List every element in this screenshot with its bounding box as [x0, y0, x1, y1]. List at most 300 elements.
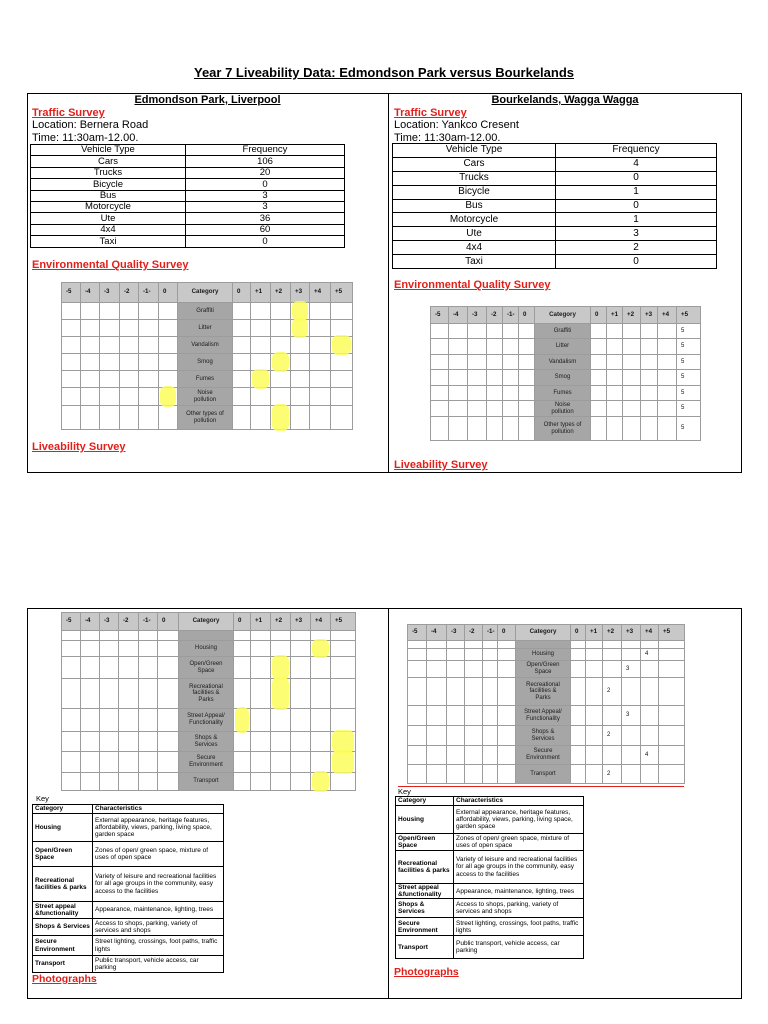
- grid-cell: [251, 709, 271, 732]
- grid-row-smog: [62, 354, 353, 371]
- grid-cell: [468, 370, 487, 386]
- grid-cell: [571, 746, 586, 765]
- scale-header: -2: [120, 283, 139, 303]
- grid-row-litter: [431, 339, 701, 355]
- grid-cell: [465, 641, 483, 649]
- grid-cell: [311, 641, 331, 657]
- grid-cell: [607, 401, 623, 417]
- key-category: Secure Environment: [396, 918, 454, 936]
- grid-cell: [234, 773, 251, 791]
- score-value-cell: 2: [603, 678, 622, 706]
- grid-row-noise-pollution: [62, 388, 353, 406]
- grid-cell: [487, 339, 503, 355]
- grid-cell: [158, 657, 179, 679]
- grid-cell: [487, 386, 503, 401]
- key-label: Key: [36, 794, 49, 803]
- grid-cell: [449, 401, 468, 417]
- grid-cell: [271, 773, 291, 791]
- grid-cell: [468, 417, 487, 441]
- grid-cell: [571, 706, 586, 726]
- grid-cell: [81, 371, 100, 388]
- category-label: Housing: [516, 649, 571, 661]
- score-value-cell: 4: [641, 746, 659, 765]
- liveability-survey-label: Liveability Survey: [32, 441, 126, 453]
- grid-cell: [571, 641, 586, 649]
- key-characteristics: Variety of leisure and recreational facilities for all age groups in the community, easy access to the facilities: [93, 867, 224, 902]
- highlighter-mark: [312, 771, 329, 792]
- scale-header: -3: [100, 283, 120, 303]
- frequency-cell: 4: [556, 157, 717, 171]
- key-row-recreational-facilities-parks: [396, 851, 584, 884]
- scale-header: -4: [427, 625, 447, 641]
- traffic-row-bicycle: [393, 185, 717, 199]
- scale-header: +5: [331, 283, 353, 303]
- key-row-housing: [33, 814, 224, 842]
- grid-cell: [487, 417, 503, 441]
- category-label: Graffiti: [535, 324, 591, 339]
- grid-cell: [483, 706, 498, 726]
- grid-cell: [449, 355, 468, 370]
- scale-header: 0: [591, 307, 607, 324]
- grid-cell: [233, 371, 251, 388]
- grid-cell: [234, 657, 251, 679]
- grid-cell: [234, 679, 251, 709]
- traffic-row-bus: [393, 199, 717, 213]
- grid-cell: [271, 679, 291, 709]
- grid-row-noise-pollution: [431, 401, 701, 417]
- frequency-header: Frequency: [186, 145, 345, 156]
- key-category: Street appeal &functionality: [396, 884, 454, 899]
- category-label: Graffiti: [178, 303, 233, 320]
- vehicle-type-cell: Bicycle: [31, 179, 186, 190]
- key-characteristics: External appearance, heritage features, affordability, views, parking, living space, garden space: [93, 814, 224, 842]
- category-label: Noise pollution: [535, 401, 591, 417]
- grid-cell: [641, 324, 658, 339]
- grid-cell: [331, 354, 353, 371]
- key-characteristics: External appearance, heritage features, affordability, views, parking, living space, garden space: [454, 806, 584, 834]
- grid-cell: [468, 339, 487, 355]
- traffic-row-4x4: [31, 224, 345, 235]
- key-characteristics: Zones of open/ green space, mixture of uses of open space: [454, 834, 584, 851]
- traffic-location: Location: Yankco Cresent: [394, 119, 519, 131]
- key-category: Street appeal &functionality: [33, 902, 93, 919]
- grid-cell: [139, 752, 158, 773]
- grid-cell: [119, 752, 139, 773]
- scale-header: +5: [677, 307, 701, 324]
- frequency-cell: 0: [186, 179, 345, 190]
- grid-cell: [408, 649, 427, 661]
- grid-cell: [503, 355, 519, 370]
- grid-row-smog: [431, 370, 701, 386]
- scale-header: -1-: [139, 283, 159, 303]
- grid-cell: [139, 773, 158, 791]
- grid-cell: [81, 641, 100, 657]
- grid-cell: [159, 320, 178, 337]
- grid-cell: [487, 370, 503, 386]
- grid-cell: [233, 354, 251, 371]
- score-value-cell: 5: [677, 417, 701, 441]
- traffic-header-row: [31, 145, 345, 156]
- scale-header: 0: [234, 613, 251, 631]
- key-row-transport: [396, 936, 584, 959]
- grid-row-transport: [408, 765, 685, 784]
- grid-cell: [447, 765, 465, 784]
- traffic-row-motorcycle: [393, 213, 717, 227]
- scale-header: +4: [641, 625, 659, 641]
- grid-cell: [251, 657, 271, 679]
- grid-cell: [483, 641, 498, 649]
- grid-cell: [586, 661, 603, 678]
- scale-header: 0: [498, 625, 516, 641]
- grid-cell: [62, 388, 81, 406]
- grid-cell: [62, 320, 81, 337]
- key-category: Housing: [33, 814, 93, 842]
- category-header: Category: [178, 283, 233, 303]
- category-label: Other types of pollution: [535, 417, 591, 441]
- frequency-cell: 3: [186, 190, 345, 201]
- grid-cell: [659, 641, 685, 649]
- liveability-grid: [61, 612, 356, 791]
- grid-cell: [291, 388, 310, 406]
- scale-header: +5: [659, 625, 685, 641]
- grid-cell: [120, 388, 139, 406]
- grid-cell: [81, 354, 100, 371]
- grid-spacer-row: [408, 641, 685, 649]
- grid-cell: [311, 679, 331, 709]
- scale-header: -2: [465, 625, 483, 641]
- key-category: Housing: [396, 806, 454, 834]
- frequency-cell: 0: [556, 171, 717, 185]
- grid-cell: [641, 765, 659, 784]
- grid-cell: [81, 320, 100, 337]
- key-category: Transport: [33, 956, 93, 973]
- traffic-time: Time: 11:30am-12.00.: [394, 132, 501, 144]
- key-row-transport: [33, 956, 224, 973]
- grid-cell: [447, 649, 465, 661]
- grid-cell: [483, 746, 498, 765]
- traffic-header-row: [393, 144, 717, 158]
- grid-cell: [641, 339, 658, 355]
- grid-cell: [311, 732, 331, 752]
- grid-cell: [431, 417, 449, 441]
- grid-cell: [139, 337, 159, 354]
- grid-cell: [498, 706, 516, 726]
- scale-header: -4: [81, 283, 100, 303]
- grid-cell: [641, 355, 658, 370]
- score-value-cell: 5: [677, 324, 701, 339]
- grid-cell: [427, 746, 447, 765]
- grid-row-other-types-of-pollution: [431, 417, 701, 441]
- grid-cell: [331, 631, 356, 641]
- grid-cell: [233, 388, 251, 406]
- grid-cell: [119, 773, 139, 791]
- grid-cell: [603, 746, 622, 765]
- key-category: Transport: [396, 936, 454, 959]
- grid-cell: [81, 388, 100, 406]
- grid-cell: [159, 337, 178, 354]
- grid-cell: [271, 641, 291, 657]
- grid-cell: [62, 657, 81, 679]
- grid-cell: [331, 752, 356, 773]
- grid-header-row: [62, 283, 353, 303]
- traffic-table: [30, 144, 345, 248]
- grid-cell: [234, 752, 251, 773]
- category-label: Other types of pollution: [178, 406, 233, 430]
- vehicle-type-cell: Motorcycle: [31, 201, 186, 212]
- scale-header: +1: [251, 283, 271, 303]
- grid-cell: [659, 765, 685, 784]
- grid-cell: [100, 709, 119, 732]
- grid-cell: [607, 324, 623, 339]
- category-label: Fumes: [535, 386, 591, 401]
- grid-cell: [503, 386, 519, 401]
- scale-header: +4: [310, 283, 331, 303]
- grid-cell: [503, 401, 519, 417]
- grid-cell: [659, 746, 685, 765]
- category-label: Street Appeal/ Functionality: [179, 709, 234, 732]
- grid-cell: [310, 371, 331, 388]
- grid-cell: [139, 679, 158, 709]
- key-characteristics: Street lighting, crossings, foot paths, traffic lights: [93, 936, 224, 956]
- vehicle-type-cell: Bus: [393, 199, 556, 213]
- grid-cell: [658, 324, 677, 339]
- grid-cell: [658, 401, 677, 417]
- category-label: Secure Environment: [179, 752, 234, 773]
- traffic-row-ute: [31, 213, 345, 224]
- grid-cell: [622, 678, 641, 706]
- grid-cell: [586, 706, 603, 726]
- grid-cell: [311, 752, 331, 773]
- grid-cell: [139, 657, 158, 679]
- traffic-row-taxi: [393, 255, 717, 269]
- grid-cell: [158, 631, 179, 641]
- grid-row-open-green-space: [408, 661, 685, 678]
- grid-row-shops-services: [62, 732, 356, 752]
- grid-spacer-row: [62, 631, 356, 641]
- grid-cell: [447, 678, 465, 706]
- grid-cell: [100, 641, 119, 657]
- grid-cell: [447, 746, 465, 765]
- category-header: Category: [179, 613, 234, 631]
- grid-cell: [468, 386, 487, 401]
- grid-cell: [251, 732, 271, 752]
- key-characteristics: Public transport, vehicle access, car parking: [93, 956, 224, 973]
- key-characteristics: Variety of leisure and recreational facilities for all age groups in the community, easy access to the facilities: [454, 851, 584, 884]
- grid-cell: [586, 726, 603, 746]
- grid-cell: [641, 726, 659, 746]
- grid-cell: [291, 631, 311, 641]
- grid-row-graffiti: [62, 303, 353, 320]
- grid-cell: [310, 354, 331, 371]
- scale-header: -2: [119, 613, 139, 631]
- grid-cell: [331, 406, 353, 430]
- grid-cell: [591, 370, 607, 386]
- category-label: Street Appeal/ Functionality: [516, 706, 571, 726]
- grid-cell: [427, 641, 447, 649]
- grid-cell: [100, 371, 120, 388]
- grid-cell: [449, 417, 468, 441]
- traffic-row-trucks: [393, 171, 717, 185]
- left-column-heading: Edmondson Park, Liverpool: [134, 94, 281, 106]
- grid-row-fumes: [62, 371, 353, 388]
- grid-cell: [519, 417, 535, 441]
- grid-cell: [139, 371, 159, 388]
- red-divider-line: [398, 786, 684, 787]
- grid-cell: [623, 370, 641, 386]
- grid-cell: [571, 661, 586, 678]
- vehicle-type-cell: Taxi: [31, 236, 186, 247]
- grid-cell: [607, 339, 623, 355]
- scale-header: 0: [159, 283, 178, 303]
- grid-cell: [586, 641, 603, 649]
- category-label: Smog: [535, 370, 591, 386]
- right-column-heading: Bourkelands, Wagga Wagga: [491, 94, 639, 106]
- grid-cell: [622, 641, 641, 649]
- grid-cell: [120, 303, 139, 320]
- grid-cell: [658, 339, 677, 355]
- grid-cell: [291, 354, 310, 371]
- grid-cell: [291, 679, 311, 709]
- grid-cell: [81, 773, 100, 791]
- score-value-cell: 5: [677, 339, 701, 355]
- traffic-row-bus: [31, 190, 345, 201]
- vehicle-type-header: Vehicle Type: [393, 144, 556, 158]
- grid-cell: [623, 324, 641, 339]
- grid-cell: [158, 641, 179, 657]
- grid-cell: [427, 678, 447, 706]
- grid-cell: [233, 303, 251, 320]
- grid-cell: [81, 406, 100, 430]
- vehicle-type-cell: Bus: [31, 190, 186, 201]
- grid-cell: [139, 303, 159, 320]
- category-label: Noise pollution: [178, 388, 233, 406]
- environmental-survey-label: Environmental Quality Survey: [32, 259, 189, 271]
- vehicle-type-cell: Bicycle: [393, 185, 556, 199]
- grid-cell: [641, 401, 658, 417]
- liveability-survey-label: Liveability Survey: [394, 459, 488, 471]
- scale-header: +3: [291, 613, 311, 631]
- liveability-grid: [407, 624, 685, 784]
- category-label: Housing: [179, 641, 234, 657]
- key-header-row: [396, 797, 584, 806]
- grid-row-housing: [408, 649, 685, 661]
- grid-row-graffiti: [431, 324, 701, 339]
- grid-cell: [603, 641, 622, 649]
- grid-cell: [100, 732, 119, 752]
- traffic-row-bicycle: [31, 179, 345, 190]
- grid-cell: [139, 641, 158, 657]
- grid-header-row: [408, 625, 685, 641]
- grid-cell: [331, 388, 353, 406]
- grid-cell: [100, 388, 120, 406]
- characteristics-header: Characteristics: [454, 797, 584, 806]
- grid-cell: [498, 641, 516, 649]
- grid-cell: [447, 661, 465, 678]
- grid-cell: [498, 661, 516, 678]
- key-characteristics: Access to shops, parking, variety of services and shops: [454, 899, 584, 918]
- grid-cell: [623, 386, 641, 401]
- grid-cell: [516, 641, 571, 649]
- grid-cell: [179, 631, 234, 641]
- grid-cell: [271, 709, 291, 732]
- grid-cell: [331, 732, 356, 752]
- vehicle-type-cell: Cars: [31, 156, 186, 167]
- grid-cell: [234, 631, 251, 641]
- grid-cell: [139, 631, 158, 641]
- key-row-open-green-space: [396, 834, 584, 851]
- highlighter-mark: [160, 386, 176, 407]
- grid-cell: [81, 732, 100, 752]
- grid-cell: [622, 649, 641, 661]
- grid-cell: [659, 678, 685, 706]
- grid-cell: [158, 752, 179, 773]
- category-label: Open/Green Space: [179, 657, 234, 679]
- grid-cell: [251, 679, 271, 709]
- grid-cell: [658, 355, 677, 370]
- grid-cell: [503, 339, 519, 355]
- category-header: Category: [535, 307, 591, 324]
- grid-cell: [120, 406, 139, 430]
- score-value-cell: 5: [677, 386, 701, 401]
- grid-cell: [659, 706, 685, 726]
- grid-cell: [311, 631, 331, 641]
- grid-cell: [251, 371, 271, 388]
- highlighter-mark: [272, 352, 289, 372]
- scale-header: 0: [158, 613, 179, 631]
- key-category: Recreational facilities & parks: [396, 851, 454, 884]
- grid-cell: [427, 706, 447, 726]
- highlighter-mark: [252, 369, 269, 389]
- grid-cell: [498, 746, 516, 765]
- grid-cell: [62, 354, 81, 371]
- grid-cell: [468, 401, 487, 417]
- grid-cell: [100, 679, 119, 709]
- grid-cell: [603, 706, 622, 726]
- scale-header: +2: [271, 613, 291, 631]
- grid-cell: [271, 337, 291, 354]
- grid-cell: [591, 386, 607, 401]
- grid-cell: [449, 386, 468, 401]
- scale-header: -4: [81, 613, 100, 631]
- key-category: Recreational facilities & parks: [33, 867, 93, 902]
- grid-cell: [271, 657, 291, 679]
- grid-cell: [139, 354, 159, 371]
- grid-cell: [607, 417, 623, 441]
- grid-cell: [519, 339, 535, 355]
- grid-cell: [519, 324, 535, 339]
- scale-header: -1-: [503, 307, 519, 324]
- grid-row-fumes: [431, 386, 701, 401]
- grid-cell: [586, 649, 603, 661]
- category-label: Shops & Services: [516, 726, 571, 746]
- category-label: Shops & Services: [179, 732, 234, 752]
- grid-cell: [62, 679, 81, 709]
- frequency-header: Frequency: [556, 144, 717, 158]
- key-category: Shops & Services: [33, 919, 93, 936]
- grid-cell: [659, 661, 685, 678]
- grid-cell: [158, 732, 179, 752]
- grid-cell: [62, 371, 81, 388]
- grid-row-secure-environment: [62, 752, 356, 773]
- grid-cell: [119, 631, 139, 641]
- grid-cell: [483, 678, 498, 706]
- grid-cell: [62, 773, 81, 791]
- category-label: Smog: [178, 354, 233, 371]
- grid-cell: [641, 661, 659, 678]
- score-value-cell: 5: [677, 370, 701, 386]
- grid-cell: [641, 386, 658, 401]
- grid-cell: [431, 401, 449, 417]
